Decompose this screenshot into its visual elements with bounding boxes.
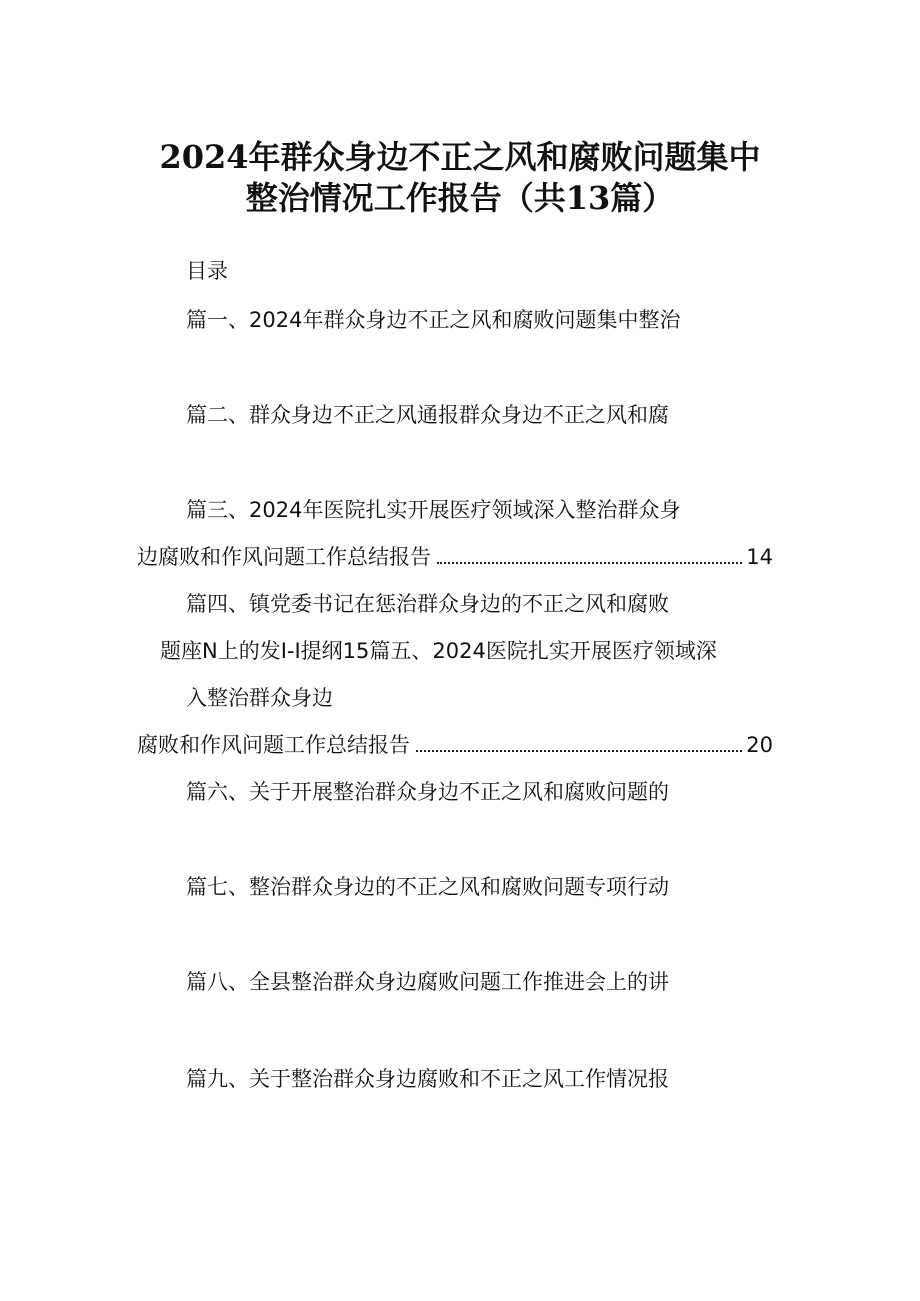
toc-item-3-page-number: 14	[746, 545, 773, 569]
toc-heading: 目录	[186, 259, 228, 283]
toc-item-3-leader-line	[137, 543, 773, 571]
toc-item-5-leader-line	[137, 731, 773, 759]
toc-item-4-line-2: 题座N上的发I-I提纲15篇五、2024医院扎实开展医疗领域深	[160, 639, 717, 663]
toc-item-1: 篇一、2024年群众身边不正之风和腐败问题集中整治	[186, 308, 681, 332]
toc-item-4-line-3: 入整治群众身边	[186, 686, 333, 710]
toc-item-5-line-2: 腐败和作风问题工作总结报告	[137, 733, 410, 757]
dot-leader	[437, 562, 742, 564]
toc-item-3-line-1: 篇三、2024年医院扎实开展医疗领域深入整治群众身	[186, 498, 681, 522]
toc-item-6: 篇六、关于开展整治群众身边不正之风和腐败问题的	[186, 780, 669, 804]
toc-item-5-page-number: 20	[746, 733, 773, 757]
toc-item-7: 篇七、整治群众身边的不正之风和腐败问题专项行动	[186, 875, 669, 899]
toc-item-4-line-1: 篇四、镇党委书记在惩治群众身边的不正之风和腐败	[186, 592, 669, 616]
toc-item-9: 篇九、关于整治群众身边腐败和不正之风工作情况报	[186, 1067, 669, 1091]
toc-item-2: 篇二、群众身边不正之风通报群众身边不正之风和腐	[186, 403, 669, 427]
toc-item-3-line-2: 边腐败和作风问题工作总结报告	[137, 545, 431, 569]
document-title-line-1: 2024年群众身边不正之风和腐败问题集中	[159, 138, 761, 176]
toc-item-8: 篇八、全县整治群众身边腐败问题工作推进会上的讲	[186, 970, 669, 994]
document-title-line-2: 整治情况工作报告（共13篇）	[245, 179, 675, 217]
dot-leader	[416, 750, 742, 752]
